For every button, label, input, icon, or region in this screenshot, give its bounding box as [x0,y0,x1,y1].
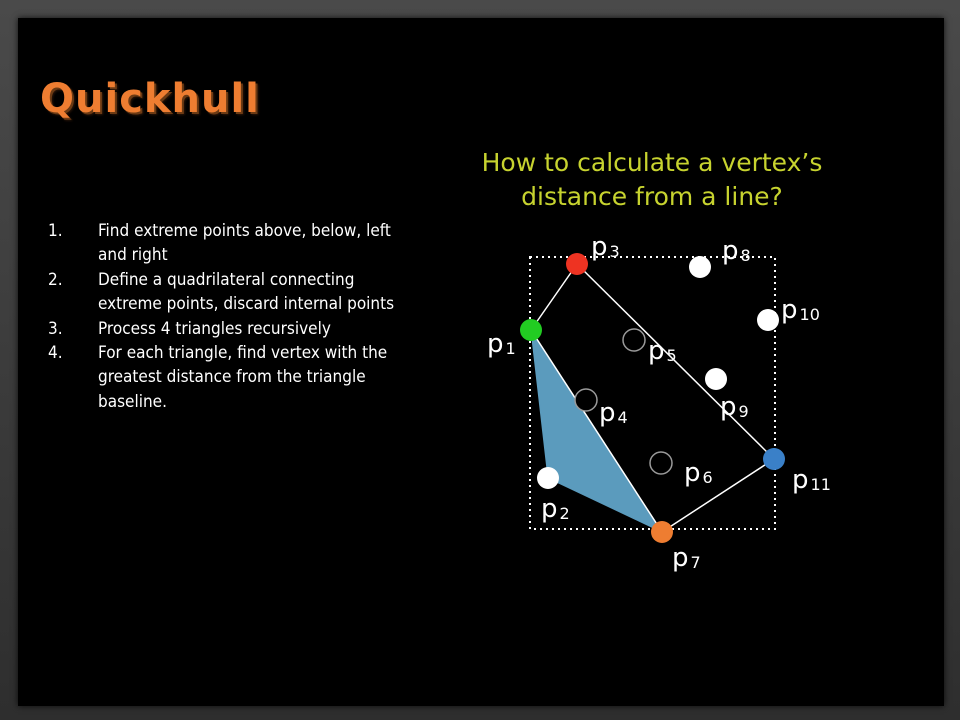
point-p5-icon [623,329,645,351]
slide-title: Quickhull [40,76,260,122]
point-label-p9 [720,392,749,422]
point-label-base: p [781,295,798,325]
point-label-subscript: 4 [617,408,628,427]
step-text: For each triangle, find vertex with the greatest distance from the triangle baseline. [98,343,388,412]
point-p8-icon [689,256,711,278]
point-label-base: p [487,329,504,359]
step-text: Define a quadrilateral connecting extreme points, discard internal points [98,269,395,315]
point-p1-icon [520,319,542,341]
point-label-subscript: 7 [690,553,701,572]
point-label-p8 [722,236,751,266]
point-label-base: p [599,398,616,428]
point-p3-icon [566,253,588,275]
step-text: Find extreme points above, below, left and right [98,221,391,266]
step-number: 1. [48,221,63,241]
point-label-subscript: 10 [799,305,820,324]
point-label-base: p [720,392,737,422]
point-label-subscript: 1 [505,339,516,358]
point-label-subscript: 6 [702,468,713,487]
point-label-subscript: 2 [559,504,570,523]
point-p11-icon [763,448,785,470]
point-label-p5 [648,336,677,366]
point-p9-icon [705,368,727,390]
point-p6-icon [650,452,672,474]
point-p4-icon [575,389,597,411]
point-label-base: p [672,543,689,573]
point-label-p10 [781,295,820,325]
hull-edge-p11-p7 [662,459,774,532]
step-number: 2. [48,269,63,290]
point-p2-icon [537,467,559,489]
point-label-p1 [487,329,516,359]
point-label-p6 [684,458,713,488]
question-text: How to calculate a vertex’s distance from a line? [481,148,823,211]
point-label-p2 [541,494,570,524]
point-label-base: p [722,236,739,266]
step-text: Process 4 triangles recursively [98,318,331,339]
point-p10-icon [757,309,779,331]
point-label-subscript: 9 [738,402,749,421]
point-label-base: p [792,465,809,495]
point-label-base: p [648,336,665,366]
point-label-subscript: 5 [666,346,677,365]
step-number: 4. [48,343,63,364]
point-label-base: p [684,458,701,488]
point-p7-icon [651,521,673,543]
point-label-base: p [541,494,558,524]
point-label-subscript: 8 [740,246,751,265]
point-label-p11 [792,465,831,495]
point-label-p3 [591,232,620,262]
point-label-p7 [672,543,701,573]
hull-edge-p1-p3 [531,264,577,330]
point-label-subscript: 11 [810,475,831,494]
point-label-subscript: 3 [609,242,620,261]
point-label-base: p [591,232,608,262]
point-label-p4 [599,398,628,428]
step-number: 3. [48,318,63,339]
